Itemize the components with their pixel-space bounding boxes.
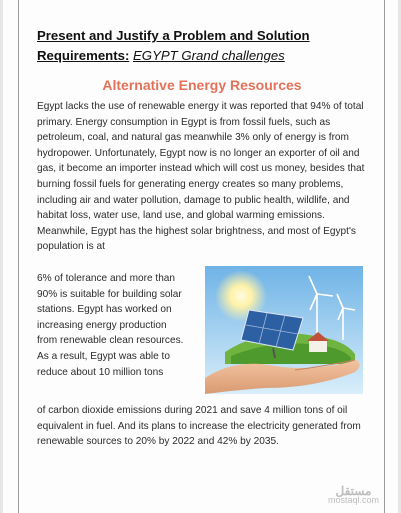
heading-line-1: Present and Justify a Problem and Solution (37, 28, 310, 43)
renewable-energy-illustration (205, 266, 363, 394)
margin-rule-right (384, 0, 385, 513)
section-title: Alternative Energy Resources (102, 77, 302, 93)
heading-line-2 (37, 46, 367, 66)
paragraph-part-2: 6% of tolerance and more than 90% is suitable for building solar stations. Egypt has worked on increasing energy production from renewable clean resources. As a result, Egypt was able to reduce about 10 million tons (37, 273, 184, 378)
page-heading (37, 26, 367, 66)
watermark-logo (327, 484, 379, 505)
page-edge-left (0, 0, 3, 513)
margin-rule-left (18, 0, 19, 513)
heading-lead: Requirements: (37, 48, 130, 63)
watermark-latin: mostaql.com (327, 495, 379, 505)
heading-topic: EGYPT Grand challenges (133, 48, 285, 63)
paragraph-part-1: Egypt lacks the use of renewable energy it was reported that 94% of total primary. Energy consumption in Egypt is from fossil fuels, such as petroleum, coal, and natural gas meanwhile 3% only of energy is from hydropower. Unfortunately, Egypt now is no longer an exporter of oil and gas, it become an importer instead which will cost us money, besides that burning fossil fuels for generating energy creates so many problems, including air and water pollution, damage to public health, wildlife, and habitat loss, water use, land use, and global warming emissions. Meanwhile, Egypt has the highest solar brightness, and most of Egypt's population is at (37, 101, 365, 253)
watermark-arabic: مستقل (335, 484, 372, 498)
paragraph-part-3: of carbon dioxide emissions during 2021 and save 4 million tons of oil equivalent in fuel. And its plans to increase the electricity generated from renewable sources to 20% by 2022 and 42% by 2035. (37, 405, 361, 448)
